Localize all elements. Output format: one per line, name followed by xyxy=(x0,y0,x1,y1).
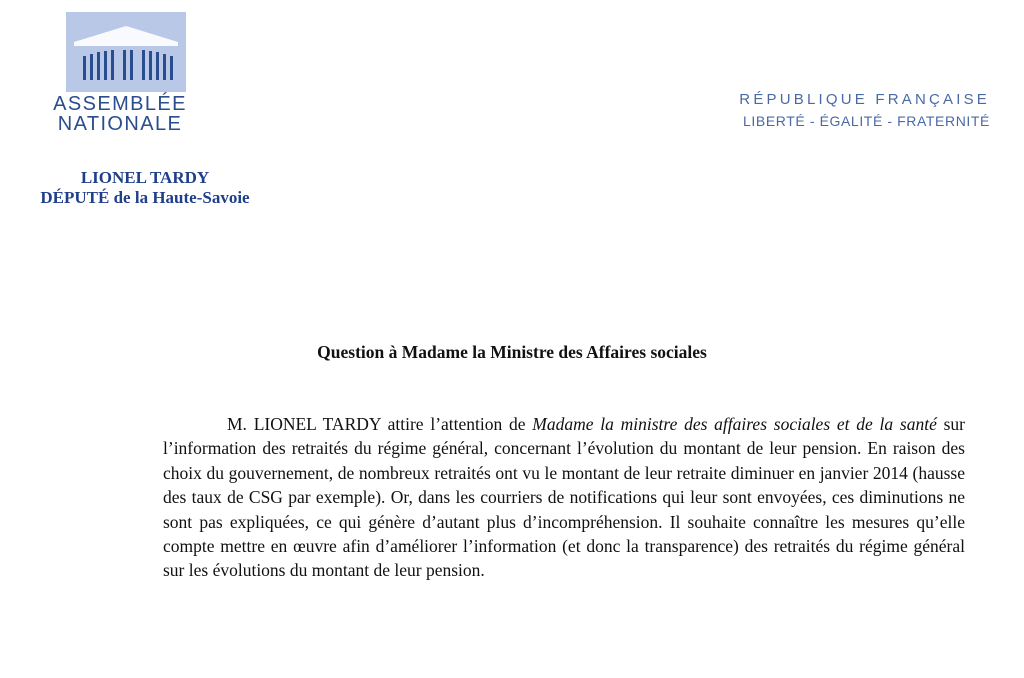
question-body xyxy=(163,412,965,583)
logo-text-nationale: NATIONALE xyxy=(57,113,183,135)
logo-text-assemblee: ASSEMBLÉE xyxy=(53,93,187,115)
republic-motto: LIBERTÉ - ÉGALITÉ - FRATERNITÉ xyxy=(743,113,990,129)
body-part-1: M. LIONEL TARDY attire l’attention de xyxy=(227,414,533,434)
republic-name: RÉPUBLIQUE FRANÇAISE xyxy=(739,91,990,108)
republic-header xyxy=(739,90,990,132)
hemicycle-emblem-icon xyxy=(66,12,186,92)
question-subject: Question à Madame la Ministre des Affaires sociales xyxy=(317,342,707,362)
body-part-2: sur l’information des retraités du régime général, concernant l’évolution du montant de leur pension. En raison des choix du gouvernement, de nombreux retraités ont vu le montant de leur retraite diminuer en janvier 2014 (hausse des taux de CSG par exemple). Or, dans les courriers de notifications qui leur sont envoyées, ces diminutions ne sont pas expliquées, ce qui génère d’autant plus d’incompréhension. Il souhaite connaître les mesures qu’elle compte mettre en œuvre afin d’améliorer l’information (et donc la transparence) des retraités du régime général sur les évolutions du montant de leur pension. xyxy=(163,414,966,581)
deputy-title: DÉPUTÉ de la Haute-Savoie xyxy=(40,188,250,207)
deputy-block xyxy=(0,168,290,208)
body-addressee: Madame la ministre des affaires sociales et de la santé xyxy=(532,414,937,434)
deputy-name: LIONEL TARDY xyxy=(80,168,210,187)
